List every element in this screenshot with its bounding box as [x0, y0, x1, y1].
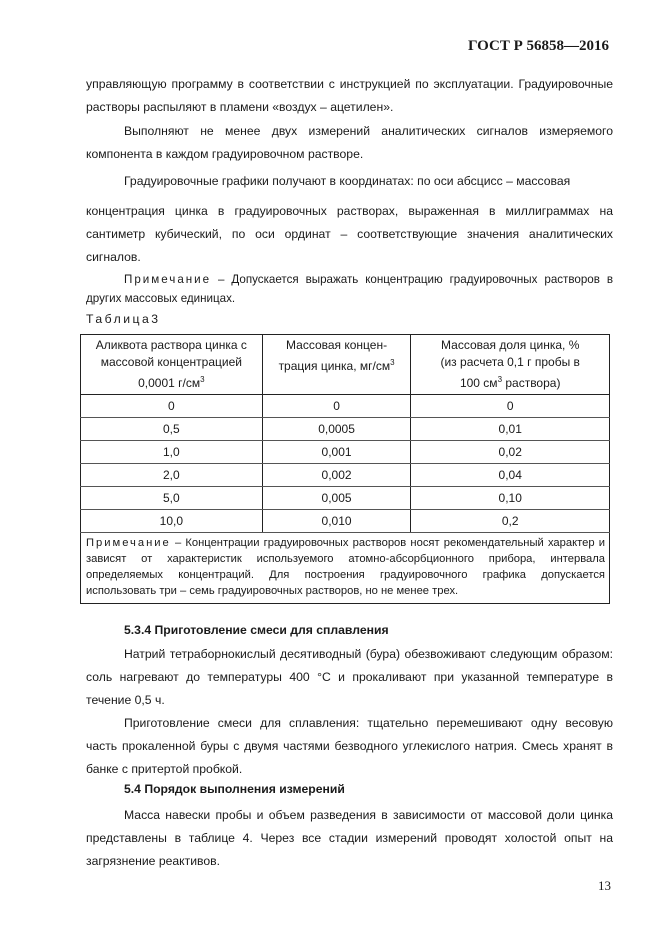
- table-row: 10,0 0,010 0,2: [81, 510, 610, 533]
- calibration-table: [80, 334, 610, 604]
- table-header-row: [81, 335, 610, 395]
- section-5-4-title: 5.4 Порядок выполнения измерений: [124, 782, 345, 796]
- table-note-row: [81, 533, 610, 604]
- table-row: 5,0 0,005 0,10: [81, 487, 610, 510]
- table-row: 1,0 0,001 0,02: [81, 441, 610, 464]
- paragraph-graphs-cont: концентрация цинка в градуировочных растворах, выраженная в миллиграммах на сантиметр кубический, по оси ординат – соответствующие значения аналитических сигналов.: [86, 204, 613, 264]
- header-mass-concentration: Массовая концен- трация цинка, $мг/см^3$: [262, 335, 411, 395]
- paragraph-mixture: Приготовление смеси для сплавления: тщательно перемешивают одну весовую часть прокаленной буры с двумя частями безводного углекислого натрия. Смесь хранят в банке с притертой пробкой.: [86, 716, 613, 776]
- note-units: [86, 270, 613, 308]
- standard-header: ГОСТ Р 56858—2016: [467, 38, 609, 54]
- table-caption: Таблица3: [86, 312, 161, 326]
- table-row: 0 0 0: [81, 395, 610, 418]
- table-note: [81, 533, 610, 604]
- paragraph-graphs-start: Градуировочные графики получают в координатах: по оси абсцисс – массовая: [124, 174, 571, 188]
- section-5-3-4-title: 5.3.4 Приготовление смеси для сплавления: [124, 623, 389, 637]
- paragraph-sample-mass: Масса навески пробы и объем разведения в зависимости от массовой доли цинка представлены в таблице 4. Через все стадии измерений проводят холостой опыт на загрязнение реактивов.: [86, 808, 613, 868]
- page-number: 13: [598, 878, 611, 893]
- note-label: Примечание: [124, 273, 212, 286]
- table-row: 0,5 0,0005 0,01: [81, 418, 610, 441]
- header-mass-fraction: Массовая доля цинка, % (из расчета 0,1 г пробы в 100 $см^3$ раствора): [411, 335, 610, 395]
- header-aliquot: Аликвота раствора цинка с массовой концентрацией 0,0001 $г/см^3$: [81, 335, 263, 395]
- paragraph-measurements: Выполняют не менее двух измерений аналитических сигналов измеряемого компонента в каждом градуировочном растворе.: [86, 124, 613, 161]
- paragraph-program: управляющую программу в соответствии с инструкцией по эксплуатации. Градуировочные растворы распыляют в пламени «воздух – ацетилен».: [86, 77, 613, 114]
- table-note-text: – Концентрации градуировочных растворов носят рекомендательный характер и зависят от характеристик используемого атомно-абсорбционного прибора, интервала определяемых концентраций. Для построения градуировочного графика допускается использовать три – семь градуировочных растворов, но не менее трех.: [86, 537, 605, 597]
- note-text: – Допускается выражать концентрацию градуировочных растворов в других массовых единицах.: [86, 273, 613, 305]
- table-row: 2,0 0,002 0,04: [81, 464, 610, 487]
- paragraph-borax: Натрий тетраборнокислый десятиводный (бура) обезвоживают следующим образом: соль нагревают до температуры 400 °С и прокаливают при указанной температуре в течение 0,5 ч.: [86, 647, 613, 707]
- table-note-label: Примечание: [86, 537, 171, 549]
